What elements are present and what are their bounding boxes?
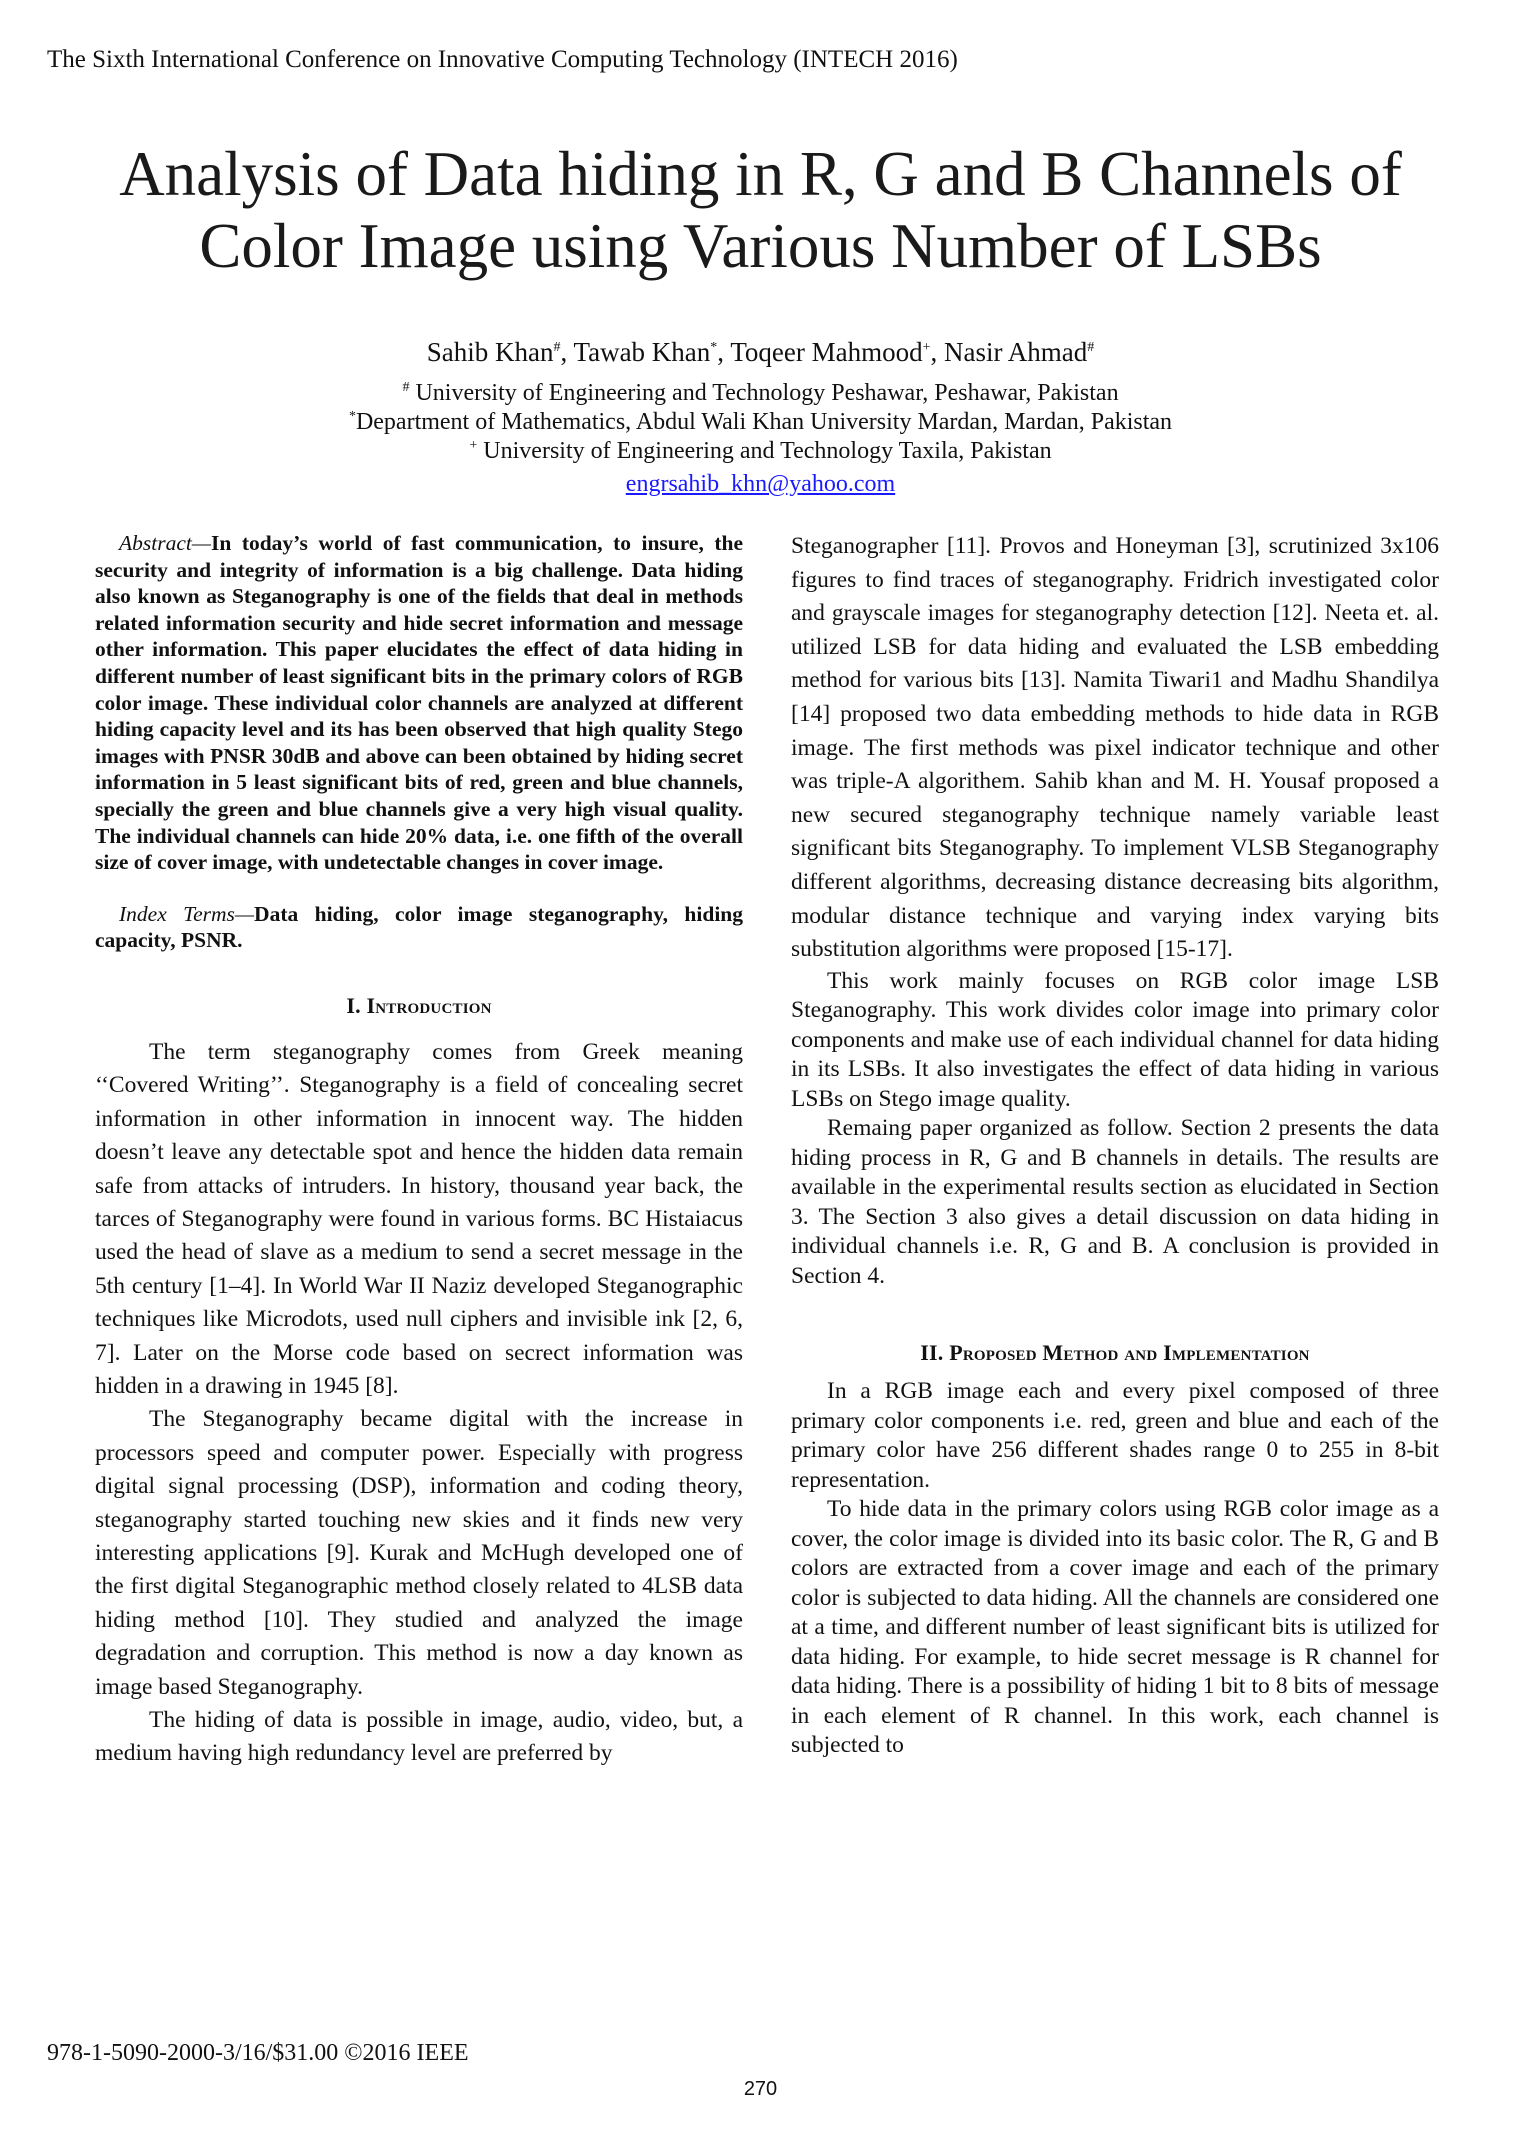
- section-heading-proposed-method: II. Proposed Method and Implementation: [920, 1340, 1310, 1366]
- abstract: Abstract—In today’s world of fast communication, to insure, the security and integrity of information is a big challenge. Data hiding also known as Steganography is one of the fields that deal in methods related information security and hide secret information and message other information. This paper elucidates the effect of data hiding in different number of least significant bits in the primary colors of RGB color image. These individual color channels are analyzed at different hiding capacity level and its has been observed that high quality Stego images with PNSR 30dB and above can been obtained by hiding secret information in 5 least significant bits of red, green and blue channels, specially the green and blue channels give a very high visual quality. The individual channels can hide 20% data, i.e. one fifth of the overall size of cover image, with undetectable changes in cover image.: [95, 531, 743, 875]
- body-paragraph: Steganographer [11]. Provos and Honeyman [3], scrutinized 3x106 figures to find traces of steganography. Fridrich investigated color and grayscale images for steganography detection [12]. Neeta et. al. utilized LSB for data hiding and evaluated the LSB embedding method for various bits [13]. Namita Tiwari1 and Madhu Shandilya [14] proposed two data embedding methods to hide data in RGB image. The first methods was pixel indicator technique and other was triple-A algorithem. Sahib khan and M. H. Yousaf proposed a new secured steganography technique namely variable least significant bits Steganography. To implement VLSB Steganography different algorithms, decreasing distance decreasing bits algorithm, modular distance technique and varying index varying bits substitution algorithms were proposed [15-17].: [791, 533, 1439, 963]
- section-heading-introduction: I. Introduction: [346, 992, 492, 1018]
- affiliation: *Department of Mathematics, Abdul Wali Khan University Mardan, Mardan, Pakistan: [348, 409, 1173, 435]
- body-paragraph: The term steganography comes from Greek meaning ‘‘Covered Writing’’. Steganography is a field of concealing secret information in other information in innocent way. The hidden doesn’t leave any detectable spot and hence the hidden data remain safe from attacks of intruders. In history, thousand year back, the tarces of Steganography were found in various forms. BC Histaiacus used the head of slave as a medium to send a secret message in the 5th century [1–4]. In World War II Naziz developed Steganographic techniques like Microdots, used null ciphers and invisible ink [2, 6, 7]. Later on the Morse code based on secrect information was hidden in a drawing in 1945 [8].: [95, 1038, 743, 1399]
- conference-header: The Sixth International Conference on Innovative Computing Technology (INTECH 2016): [47, 46, 958, 73]
- title-line-1: Analysis of Data hiding in R, G and B Channels of: [119, 139, 1402, 209]
- author-list: [0, 335, 1521, 369]
- right-column: [791, 530, 1439, 1761]
- author: Tawab Khan*,: [573, 337, 731, 367]
- author: Nasir Ahmad#: [944, 337, 1095, 367]
- index-terms: Index Terms—Data hiding, color image steganography, hiding capacity, PSNR.: [95, 901, 743, 953]
- author: Toqeer Mahmood+,: [730, 337, 945, 367]
- body-paragraph: This work mainly focuses on RGB color image LSB Steganography. This work divides color image into primary color components and make use of each individual channel for data hiding in its LSBs. It also investigates the effect of data hiding in various LSBs on Stego image quality.: [791, 967, 1439, 1112]
- title-line-2: Color Image using Various Number of LSBs: [199, 211, 1322, 281]
- affiliation: # University of Engineering and Technology Peshawar, Peshawar, Pakistan: [402, 380, 1119, 406]
- author-email-link[interactable]: engrsahib_khn@yahoo.com: [625, 471, 896, 497]
- paper-title: [0, 138, 1521, 282]
- left-column: [95, 530, 743, 1771]
- body-paragraph: In a RGB image each and every pixel composed of three primary color components i.e. red, green and blue and each of the primary color have 256 different shades range 0 to 255 in 8-bit representation.: [791, 1378, 1439, 1493]
- body-paragraph: Remaing paper organized as follow. Section 2 presents the data hiding process in R, G and B channels in details. The results are available in the experimental results section as elucidated in Section 3. The Section 3 also gives a detail discussion on data hiding in individual channels i.e. R, G and B. A conclusion is provided in Section 4.: [791, 1115, 1439, 1289]
- body-paragraph: The hiding of data is possible in image, audio, video, but, a medium having high redundancy level are preferred by: [95, 1707, 743, 1767]
- body-paragraph: To hide data in the primary colors using RGB color image as a cover, the color image is divided into its basic color. The R, G and B colors are extracted from a cover image and each of the primary color is subjected to data hiding. All the channels are considered one at a time, and different number of least significant bits is utilized for data hiding. For example, to hide secret message is R channel for data hiding. There is a possibility of hiding 1 bit to 8 bits of message in each element of R channel. In this work, each channel is subjected to: [791, 1496, 1439, 1759]
- author: Sahib Khan#,: [426, 337, 574, 367]
- footer-copyright: 978-1-5090-2000-3/16/$31.00 ©2016 IEEE: [47, 2040, 469, 2066]
- page-number: 270: [743, 2078, 778, 2100]
- affiliation: + University of Engineering and Technology Taxila, Pakistan: [469, 438, 1052, 464]
- body-paragraph: The Steganography became digital with the increase in processors speed and computer power. Especially with progress digital signal processing (DSP), information and coding theory, steganography started touching new skies and it finds new very interesting applications [9]. Kurak and McHugh developed one of the first digital Steganographic method closely related to 4LSB data hiding method [10]. They studied and analyzed the image degradation and corruption. This method is now a day known as image based Steganography.: [95, 1406, 743, 1700]
